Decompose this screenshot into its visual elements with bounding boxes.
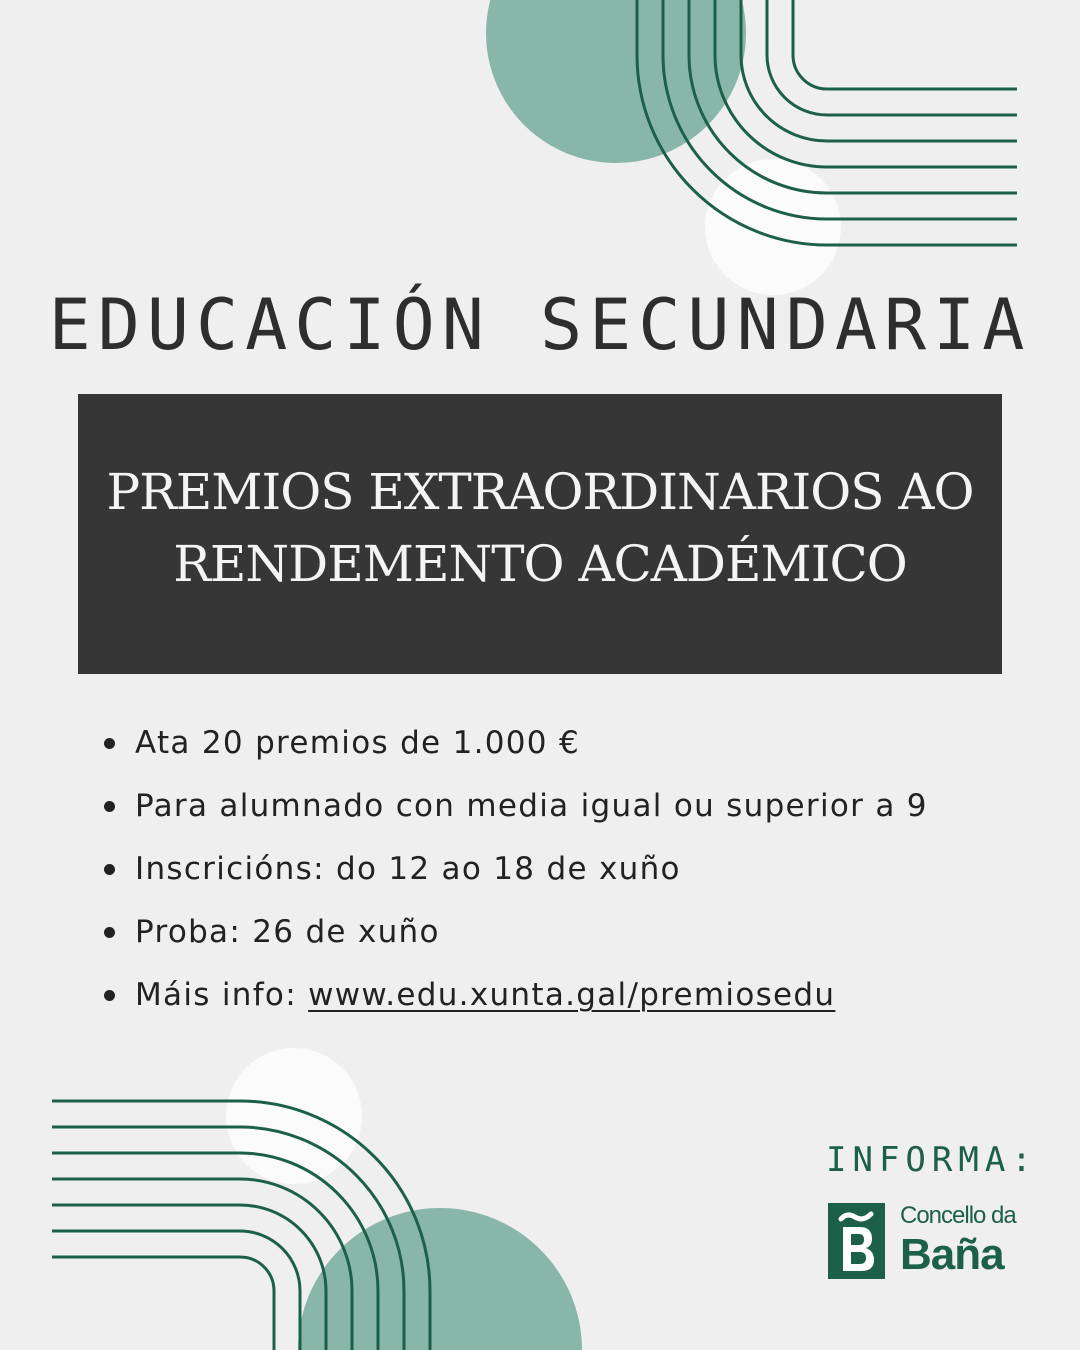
list-item-text: Proba: 26 de xuño [135, 914, 440, 950]
bottom-teal-circle [298, 1208, 582, 1350]
list-item [100, 844, 928, 907]
bullet-icon [104, 738, 115, 749]
concello-logo [828, 1200, 1018, 1282]
informa-label: INFORMA: [826, 1140, 1038, 1180]
page-title: EDUCACIÓN SECUNDARIA [48, 284, 1032, 366]
top-teal-circle [486, 0, 746, 163]
title-banner [78, 394, 1002, 674]
list-item-text: Inscricións: do 12 ao 18 de xuño [135, 851, 681, 887]
list-item-text: Para alumnado con media igual ou superior a 9 [135, 788, 928, 824]
more-info-link[interactable]: www.edu.xunta.gal/premiosedu [308, 977, 836, 1013]
list-item [100, 718, 928, 781]
banner-line-2: RENDEMENTO ACADÉMICO [173, 535, 907, 593]
more-info-label: Máis info: [135, 977, 309, 1013]
logo-text-bana: Baña [900, 1230, 1004, 1279]
bullet-icon [104, 990, 115, 1001]
banner-line-1: PREMIOS EXTRAORDINARIOS AO [106, 463, 974, 521]
info-list [100, 718, 928, 1033]
list-item [100, 781, 928, 844]
bullet-icon [104, 864, 115, 875]
logo-b-icon [828, 1203, 885, 1279]
list-item [100, 970, 928, 1033]
logo-text-concello: Concello da [900, 1202, 1016, 1229]
top-white-circle [705, 159, 841, 295]
bullet-icon [104, 801, 115, 812]
bullet-icon [104, 927, 115, 938]
list-item [100, 907, 928, 970]
list-item-text: Ata 20 premios de 1.000 € [135, 725, 580, 761]
